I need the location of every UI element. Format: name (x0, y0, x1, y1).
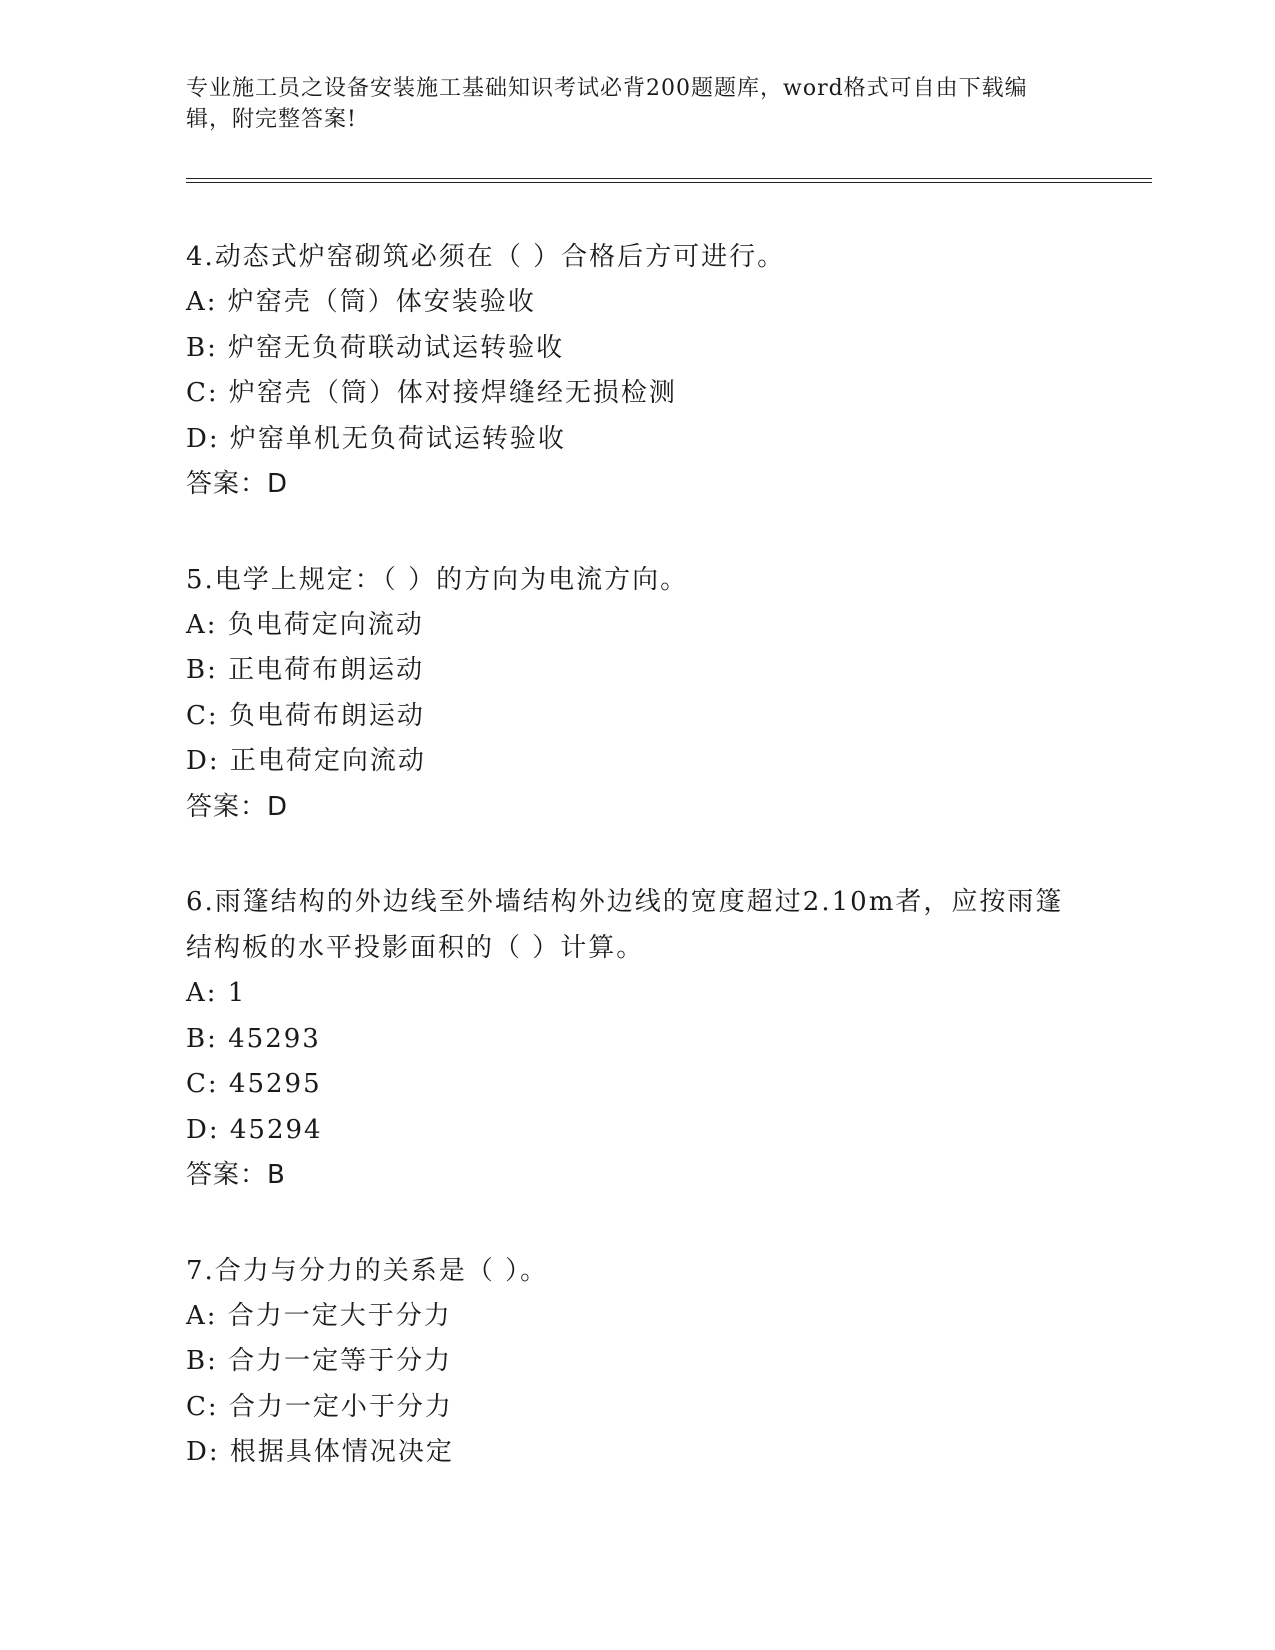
option-c: C: 负电荷布朗运动 (186, 700, 425, 731)
question-stem: 7.合力与分力的关系是（ ）。 (186, 1255, 549, 1286)
question-4 (186, 234, 1066, 508)
option-c: C: 45295 (186, 1069, 322, 1099)
document-header: 专业施工员之设备安装施工基础知识考试必背200题题库，word格式可自由下载编辑，附完整答案! (186, 76, 1028, 132)
question-7 (186, 1248, 1066, 1476)
question-list (186, 234, 1066, 1525)
answer-line: 答案：D (186, 791, 289, 822)
option-b: B: 炉窑无负荷联动试运转验收 (186, 332, 565, 363)
option-a: A: 炉窑壳（筒）体安装验收 (186, 287, 536, 317)
option-d: D: 45294 (186, 1114, 323, 1145)
option-d: D: 正电荷定向流动 (186, 746, 426, 776)
header-divider-bottom (186, 182, 1152, 183)
question-stem: 6.雨篷结构的外边线至外墙结构外边线的宽度超过2.10m者，应按雨篷结构板的水平投影面积的（ ）计算。 (186, 887, 1064, 963)
option-a: A: 1 (186, 978, 247, 1008)
header-divider-top (186, 178, 1152, 179)
option-a: A: 合力一定大于分力 (186, 1300, 452, 1331)
option-d: D: 炉窑单机无负荷试运转验收 (186, 423, 566, 454)
answer-line: 答案：B (186, 1160, 286, 1190)
answer-line: 答案：D (186, 469, 289, 499)
question-stem: 4.动态式炉窑砌筑必须在（ ）合格后方可进行。 (186, 242, 786, 272)
option-b: B: 合力一定等于分力 (186, 1346, 453, 1376)
option-c: C: 炉窑壳（筒）体对接焊缝经无损检测 (186, 378, 677, 408)
option-d: D: 根据具体情况决定 (186, 1437, 454, 1467)
question-stem: 5.电学上规定：（ ）的方向为电流方向。 (186, 564, 689, 595)
option-a: A: 负电荷定向流动 (186, 609, 424, 640)
question-5 (186, 557, 1066, 831)
question-6 (186, 879, 1066, 1199)
option-b: B: 正电荷布朗运动 (186, 655, 425, 685)
option-b: B: 45293 (186, 1023, 321, 1054)
option-c: C: 合力一定小于分力 (186, 1391, 453, 1422)
